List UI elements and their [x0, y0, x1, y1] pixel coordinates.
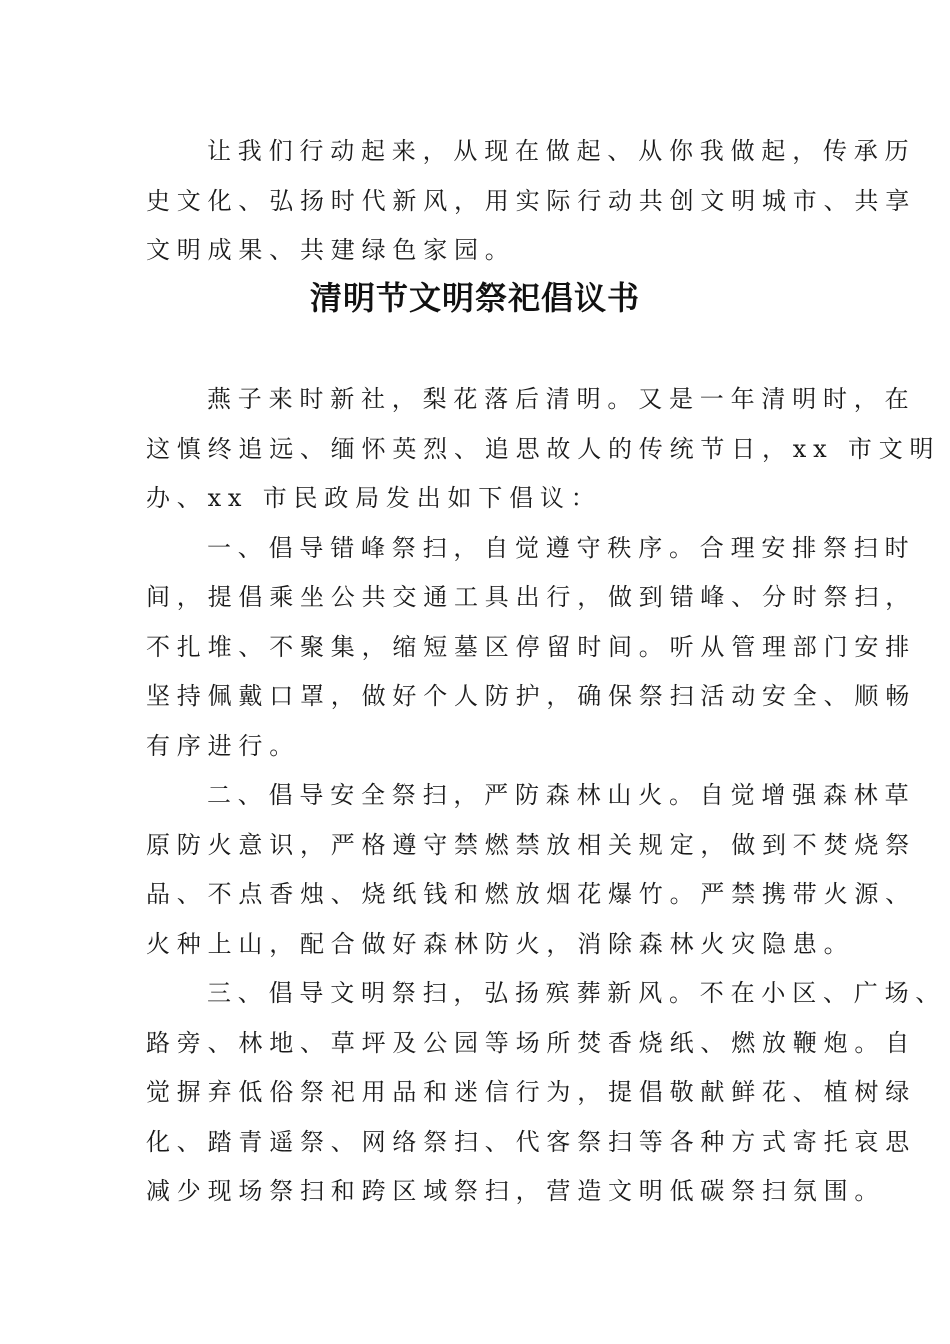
document-title: 清明节文明祭祀倡议书	[309, 279, 640, 317]
intro-paragraph	[146, 127, 916, 276]
text-line: 觉摒弃低俗祭祀用品和迷信行为，提倡敬献鲜花、植树绿	[146, 1078, 916, 1106]
text-line: 坚持佩戴口罩，做好个人防护，确保祭扫活动安全、顺畅	[146, 682, 916, 710]
text-line: 原防火意识，严格遵守禁燃禁放相关规定，做到不焚烧祭	[146, 830, 916, 859]
text-line: 有序进行。	[146, 731, 300, 760]
text-line: 品、不点香烛、烧纸钱和燃放烟花爆竹。严禁携带火源、	[146, 880, 916, 908]
text-line: 三、倡导文明祭扫，弘扬殡葬新风。不在小区、广场、	[207, 979, 947, 1007]
text-line: 火种上山，配合做好森林防火，消除森林火灾隐患。	[146, 929, 855, 958]
text-line: 不扎堆、不聚集，缩短墓区停留时间。听从管理部门安排	[146, 632, 916, 661]
text-line: 办、xx 市民政局发出如下倡议：	[146, 484, 602, 512]
text-line: 一、倡导错峰祭扫，自觉遵守秩序。合理安排祭扫时	[207, 533, 916, 562]
body-text	[146, 375, 947, 1217]
text-line: 让我们行动起来，从现在做起、从你我做起，传承历	[207, 137, 916, 165]
text-line: 间，提倡乘坐公共交通工具出行，做到错峰、分时祭扫，	[146, 583, 916, 611]
text-line: 文明成果、共建绿色家园。	[146, 236, 516, 264]
text-line: 这慎终追远、缅怀英烈、追思故人的传统节日，xx 市文明	[146, 434, 941, 463]
text-line: 燕子来时新社，梨花落后清明。又是一年清明时，在	[207, 385, 916, 413]
text-line: 二、倡导安全祭扫，严防森林山火。自觉增强森林草	[207, 781, 916, 809]
text-line: 减少现场祭扫和跨区域祭扫，营造文明低碳祭扫氛围。	[146, 1177, 886, 1205]
text-line: 化、踏青遥祭、网络祭扫、代客祭扫等各种方式寄托哀思	[146, 1127, 916, 1156]
text-line: 史文化、弘扬时代新风，用实际行动共创文明城市、共享	[146, 186, 916, 215]
text-line: 路旁、林地、草坪及公园等场所焚香烧纸、燃放鞭炮。自	[146, 1028, 916, 1057]
